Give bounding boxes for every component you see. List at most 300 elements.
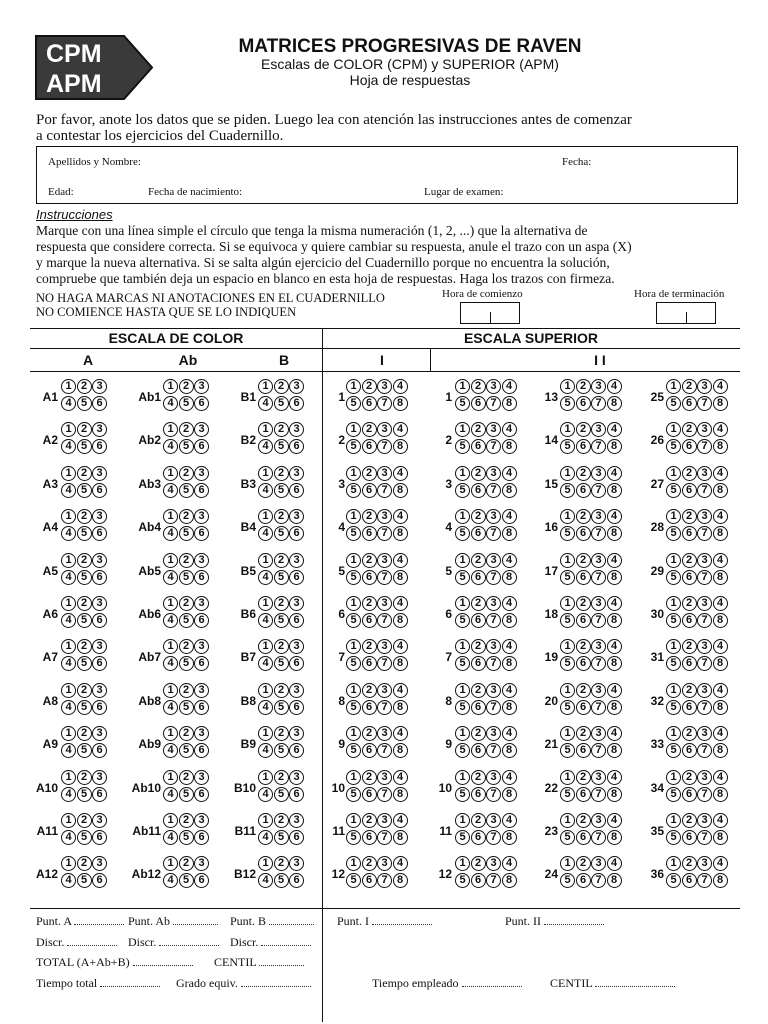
answer-option-circle[interactable]: 3 bbox=[591, 683, 606, 698]
answer-option-circle[interactable]: 5 bbox=[346, 743, 361, 758]
answer-option-circle[interactable]: 5 bbox=[274, 656, 289, 671]
answer-option-circle[interactable]: 8 bbox=[502, 700, 517, 715]
answer-option-circle[interactable]: 6 bbox=[682, 787, 697, 802]
answer-option-circle[interactable]: 4 bbox=[502, 683, 517, 698]
answer-option-circle[interactable]: 1 bbox=[346, 596, 361, 611]
answer-option-circle[interactable]: 3 bbox=[194, 379, 209, 394]
answer-option-circle[interactable]: 2 bbox=[179, 509, 194, 524]
answer-option-circle[interactable]: 4 bbox=[163, 396, 178, 411]
answer-option-circle[interactable]: 5 bbox=[560, 743, 575, 758]
answer-option-circle[interactable]: 5 bbox=[560, 830, 575, 845]
answer-option-circle[interactable]: 1 bbox=[666, 422, 681, 437]
answer-option-circle[interactable]: 5 bbox=[560, 613, 575, 628]
answer-option-circle[interactable]: 3 bbox=[194, 639, 209, 654]
answer-option-circle[interactable]: 8 bbox=[607, 830, 622, 845]
answer-option-circle[interactable]: 1 bbox=[560, 553, 575, 568]
answer-option-circle[interactable]: 3 bbox=[194, 596, 209, 611]
answer-option-circle[interactable]: 2 bbox=[362, 596, 377, 611]
answer-option-circle[interactable]: 6 bbox=[289, 439, 304, 454]
answer-option-circle[interactable]: 4 bbox=[393, 466, 408, 481]
answer-option-circle[interactable]: 4 bbox=[607, 856, 622, 871]
answer-option-circle[interactable]: 4 bbox=[61, 830, 76, 845]
answer-option-circle[interactable]: 1 bbox=[560, 422, 575, 437]
answer-option-circle[interactable]: 3 bbox=[697, 639, 712, 654]
answer-option-circle[interactable]: 5 bbox=[179, 656, 194, 671]
answer-option-circle[interactable]: 7 bbox=[697, 873, 712, 888]
answer-option-circle[interactable]: 5 bbox=[77, 656, 92, 671]
answer-option-circle[interactable]: 2 bbox=[77, 379, 92, 394]
answer-option-circle[interactable]: 7 bbox=[486, 743, 501, 758]
answer-option-circle[interactable]: 1 bbox=[258, 726, 273, 741]
answer-option-circle[interactable]: 2 bbox=[77, 856, 92, 871]
answer-option-circle[interactable]: 7 bbox=[377, 656, 392, 671]
answer-option-circle[interactable]: 2 bbox=[576, 553, 591, 568]
answer-option-circle[interactable]: 4 bbox=[61, 787, 76, 802]
answer-option-circle[interactable]: 7 bbox=[591, 787, 606, 802]
answer-option-circle[interactable]: 6 bbox=[682, 483, 697, 498]
answer-option-circle[interactable]: 3 bbox=[92, 770, 107, 785]
answer-option-circle[interactable]: 8 bbox=[502, 743, 517, 758]
answer-option-circle[interactable]: 6 bbox=[289, 830, 304, 845]
answer-option-circle[interactable]: 2 bbox=[77, 596, 92, 611]
answer-option-circle[interactable]: 5 bbox=[455, 570, 470, 585]
answer-option-circle[interactable]: 3 bbox=[289, 509, 304, 524]
answer-option-circle[interactable]: 5 bbox=[666, 743, 681, 758]
answer-option-circle[interactable]: 6 bbox=[471, 396, 486, 411]
answer-option-circle[interactable]: 6 bbox=[576, 700, 591, 715]
answer-option-circle[interactable]: 6 bbox=[576, 743, 591, 758]
answer-option-circle[interactable]: 4 bbox=[258, 787, 273, 802]
answer-option-circle[interactable]: 1 bbox=[163, 553, 178, 568]
answer-option-circle[interactable]: 5 bbox=[455, 873, 470, 888]
answer-option-circle[interactable]: 2 bbox=[77, 466, 92, 481]
answer-option-circle[interactable]: 4 bbox=[713, 596, 728, 611]
answer-option-circle[interactable]: 6 bbox=[92, 873, 107, 888]
answer-option-circle[interactable]: 1 bbox=[163, 466, 178, 481]
answer-option-circle[interactable]: 7 bbox=[697, 830, 712, 845]
answer-option-circle[interactable]: 6 bbox=[682, 743, 697, 758]
answer-option-circle[interactable]: 3 bbox=[377, 856, 392, 871]
answer-option-circle[interactable]: 1 bbox=[258, 422, 273, 437]
answer-option-circle[interactable]: 8 bbox=[713, 656, 728, 671]
answer-option-circle[interactable]: 2 bbox=[471, 683, 486, 698]
answer-option-circle[interactable]: 5 bbox=[77, 873, 92, 888]
answer-option-circle[interactable]: 6 bbox=[471, 656, 486, 671]
answer-option-circle[interactable]: 5 bbox=[666, 700, 681, 715]
answer-option-circle[interactable]: 1 bbox=[346, 770, 361, 785]
answer-option-circle[interactable]: 5 bbox=[455, 439, 470, 454]
answer-option-circle[interactable]: 4 bbox=[61, 873, 76, 888]
answer-option-circle[interactable]: 1 bbox=[346, 726, 361, 741]
answer-option-circle[interactable]: 3 bbox=[92, 553, 107, 568]
answer-option-circle[interactable]: 1 bbox=[455, 683, 470, 698]
answer-option-circle[interactable]: 2 bbox=[362, 726, 377, 741]
answer-option-circle[interactable]: 3 bbox=[289, 466, 304, 481]
answer-option-circle[interactable]: 6 bbox=[289, 743, 304, 758]
answer-option-circle[interactable]: 6 bbox=[92, 396, 107, 411]
answer-option-circle[interactable]: 6 bbox=[682, 613, 697, 628]
answer-option-circle[interactable]: 3 bbox=[194, 422, 209, 437]
answer-option-circle[interactable]: 4 bbox=[607, 639, 622, 654]
answer-option-circle[interactable]: 5 bbox=[274, 700, 289, 715]
answer-option-circle[interactable]: 1 bbox=[346, 466, 361, 481]
answer-option-circle[interactable]: 6 bbox=[471, 700, 486, 715]
answer-option-circle[interactable]: 2 bbox=[576, 466, 591, 481]
punt-a-field[interactable]: Punt. A bbox=[36, 914, 124, 929]
answer-option-circle[interactable]: 3 bbox=[92, 683, 107, 698]
answer-option-circle[interactable]: 8 bbox=[502, 613, 517, 628]
answer-option-circle[interactable]: 4 bbox=[502, 813, 517, 828]
answer-option-circle[interactable]: 4 bbox=[258, 873, 273, 888]
answer-option-circle[interactable]: 4 bbox=[502, 422, 517, 437]
answer-option-circle[interactable]: 5 bbox=[179, 613, 194, 628]
answer-option-circle[interactable]: 3 bbox=[591, 856, 606, 871]
answer-option-circle[interactable]: 5 bbox=[666, 396, 681, 411]
answer-option-circle[interactable]: 8 bbox=[393, 743, 408, 758]
answer-option-circle[interactable]: 1 bbox=[346, 379, 361, 394]
answer-option-circle[interactable]: 5 bbox=[346, 439, 361, 454]
answer-option-circle[interactable]: 6 bbox=[362, 570, 377, 585]
answer-option-circle[interactable]: 1 bbox=[560, 466, 575, 481]
answer-option-circle[interactable]: 5 bbox=[455, 787, 470, 802]
answer-option-circle[interactable]: 5 bbox=[560, 656, 575, 671]
answer-option-circle[interactable]: 6 bbox=[471, 526, 486, 541]
answer-option-circle[interactable]: 1 bbox=[455, 379, 470, 394]
answer-option-circle[interactable]: 5 bbox=[455, 656, 470, 671]
answer-option-circle[interactable]: 4 bbox=[393, 509, 408, 524]
answer-option-circle[interactable]: 6 bbox=[194, 656, 209, 671]
answer-option-circle[interactable]: 2 bbox=[274, 639, 289, 654]
answer-option-circle[interactable]: 2 bbox=[576, 596, 591, 611]
answer-option-circle[interactable]: 2 bbox=[274, 683, 289, 698]
answer-option-circle[interactable]: 4 bbox=[393, 683, 408, 698]
answer-option-circle[interactable]: 2 bbox=[274, 466, 289, 481]
answer-option-circle[interactable]: 8 bbox=[607, 873, 622, 888]
answer-option-circle[interactable]: 4 bbox=[502, 639, 517, 654]
answer-option-circle[interactable]: 5 bbox=[455, 700, 470, 715]
answer-option-circle[interactable]: 2 bbox=[274, 726, 289, 741]
answer-option-circle[interactable]: 4 bbox=[163, 743, 178, 758]
answer-option-circle[interactable]: 8 bbox=[713, 830, 728, 845]
answer-option-circle[interactable]: 3 bbox=[377, 770, 392, 785]
answer-option-circle[interactable]: 2 bbox=[179, 726, 194, 741]
answer-option-circle[interactable]: 1 bbox=[258, 553, 273, 568]
answer-option-circle[interactable]: 3 bbox=[194, 683, 209, 698]
answer-option-circle[interactable]: 6 bbox=[194, 439, 209, 454]
answer-option-circle[interactable]: 5 bbox=[346, 873, 361, 888]
answer-option-circle[interactable]: 3 bbox=[486, 596, 501, 611]
answer-option-circle[interactable]: 4 bbox=[258, 743, 273, 758]
answer-option-circle[interactable]: 4 bbox=[61, 613, 76, 628]
answer-option-circle[interactable]: 1 bbox=[61, 639, 76, 654]
answer-option-circle[interactable]: 3 bbox=[92, 466, 107, 481]
answer-option-circle[interactable]: 1 bbox=[258, 466, 273, 481]
answer-option-circle[interactable]: 7 bbox=[377, 787, 392, 802]
answer-option-circle[interactable]: 2 bbox=[77, 509, 92, 524]
answer-option-circle[interactable]: 2 bbox=[362, 553, 377, 568]
answer-option-circle[interactable]: 1 bbox=[666, 770, 681, 785]
answer-option-circle[interactable]: 1 bbox=[455, 639, 470, 654]
answer-option-circle[interactable]: 4 bbox=[607, 726, 622, 741]
answer-option-circle[interactable]: 5 bbox=[346, 613, 361, 628]
answer-option-circle[interactable]: 5 bbox=[455, 526, 470, 541]
answer-option-circle[interactable]: 8 bbox=[393, 873, 408, 888]
answer-option-circle[interactable]: 4 bbox=[163, 873, 178, 888]
answer-option-circle[interactable]: 3 bbox=[92, 813, 107, 828]
answer-option-circle[interactable]: 1 bbox=[560, 379, 575, 394]
answer-option-circle[interactable]: 8 bbox=[607, 743, 622, 758]
answer-option-circle[interactable]: 7 bbox=[591, 570, 606, 585]
answer-option-circle[interactable]: 4 bbox=[393, 553, 408, 568]
answer-option-circle[interactable]: 8 bbox=[713, 787, 728, 802]
answer-option-circle[interactable]: 8 bbox=[607, 700, 622, 715]
answer-option-circle[interactable]: 3 bbox=[591, 639, 606, 654]
answer-option-circle[interactable]: 2 bbox=[576, 509, 591, 524]
answer-option-circle[interactable]: 5 bbox=[77, 700, 92, 715]
answer-option-circle[interactable]: 2 bbox=[362, 466, 377, 481]
answer-option-circle[interactable]: 3 bbox=[377, 466, 392, 481]
answer-option-circle[interactable]: 4 bbox=[163, 656, 178, 671]
answer-option-circle[interactable]: 6 bbox=[362, 700, 377, 715]
answer-option-circle[interactable]: 2 bbox=[682, 726, 697, 741]
answer-option-circle[interactable]: 3 bbox=[486, 509, 501, 524]
answer-option-circle[interactable]: 3 bbox=[486, 856, 501, 871]
answer-option-circle[interactable]: 3 bbox=[486, 466, 501, 481]
answer-option-circle[interactable]: 2 bbox=[682, 683, 697, 698]
answer-option-circle[interactable]: 3 bbox=[486, 422, 501, 437]
answer-option-circle[interactable]: 1 bbox=[61, 813, 76, 828]
answer-option-circle[interactable]: 3 bbox=[486, 726, 501, 741]
answer-option-circle[interactable]: 4 bbox=[258, 830, 273, 845]
fecha-field[interactable]: Fecha: bbox=[562, 156, 592, 168]
answer-option-circle[interactable]: 5 bbox=[77, 613, 92, 628]
answer-option-circle[interactable]: 7 bbox=[377, 830, 392, 845]
answer-option-circle[interactable]: 3 bbox=[486, 379, 501, 394]
answer-option-circle[interactable]: 1 bbox=[346, 683, 361, 698]
answer-option-circle[interactable]: 6 bbox=[362, 439, 377, 454]
answer-option-circle[interactable]: 8 bbox=[502, 396, 517, 411]
answer-option-circle[interactable]: 8 bbox=[713, 743, 728, 758]
answer-option-circle[interactable]: 2 bbox=[576, 770, 591, 785]
answer-option-circle[interactable]: 6 bbox=[289, 570, 304, 585]
answer-option-circle[interactable]: 7 bbox=[591, 439, 606, 454]
answer-option-circle[interactable]: 8 bbox=[393, 613, 408, 628]
answer-option-circle[interactable]: 5 bbox=[274, 570, 289, 585]
answer-option-circle[interactable]: 3 bbox=[92, 639, 107, 654]
answer-option-circle[interactable]: 1 bbox=[163, 639, 178, 654]
answer-option-circle[interactable]: 2 bbox=[682, 813, 697, 828]
punt-ii-field[interactable]: Punt. II bbox=[505, 914, 604, 929]
answer-option-circle[interactable]: 7 bbox=[591, 613, 606, 628]
answer-option-circle[interactable]: 1 bbox=[346, 509, 361, 524]
answer-option-circle[interactable]: 1 bbox=[560, 683, 575, 698]
answer-option-circle[interactable]: 3 bbox=[697, 509, 712, 524]
answer-option-circle[interactable]: 1 bbox=[666, 379, 681, 394]
answer-option-circle[interactable]: 1 bbox=[163, 813, 178, 828]
answer-option-circle[interactable]: 1 bbox=[346, 856, 361, 871]
centil-1-field[interactable]: CENTIL bbox=[214, 955, 304, 970]
answer-option-circle[interactable]: 1 bbox=[666, 726, 681, 741]
answer-option-circle[interactable]: 2 bbox=[77, 726, 92, 741]
answer-option-circle[interactable]: 5 bbox=[346, 526, 361, 541]
answer-option-circle[interactable]: 5 bbox=[346, 656, 361, 671]
answer-option-circle[interactable]: 2 bbox=[77, 422, 92, 437]
answer-option-circle[interactable]: 5 bbox=[179, 439, 194, 454]
answer-option-circle[interactable]: 5 bbox=[274, 743, 289, 758]
punt-i-field[interactable]: Punt. I bbox=[337, 914, 432, 929]
answer-option-circle[interactable]: 5 bbox=[274, 830, 289, 845]
answer-option-circle[interactable]: 4 bbox=[61, 743, 76, 758]
answer-option-circle[interactable]: 5 bbox=[77, 743, 92, 758]
answer-option-circle[interactable]: 8 bbox=[502, 526, 517, 541]
answer-option-circle[interactable]: 2 bbox=[682, 422, 697, 437]
answer-option-circle[interactable]: 3 bbox=[697, 770, 712, 785]
answer-option-circle[interactable]: 1 bbox=[455, 813, 470, 828]
answer-option-circle[interactable]: 3 bbox=[486, 683, 501, 698]
answer-option-circle[interactable]: 7 bbox=[377, 483, 392, 498]
answer-option-circle[interactable]: 3 bbox=[289, 379, 304, 394]
answer-option-circle[interactable]: 3 bbox=[92, 509, 107, 524]
answer-option-circle[interactable]: 5 bbox=[455, 483, 470, 498]
grado-equiv-field[interactable]: Grado equiv. bbox=[176, 976, 311, 991]
answer-option-circle[interactable]: 6 bbox=[194, 396, 209, 411]
answer-option-circle[interactable]: 2 bbox=[471, 466, 486, 481]
answer-option-circle[interactable]: 5 bbox=[666, 873, 681, 888]
answer-option-circle[interactable]: 1 bbox=[455, 726, 470, 741]
answer-option-circle[interactable]: 5 bbox=[77, 570, 92, 585]
answer-option-circle[interactable]: 2 bbox=[274, 553, 289, 568]
answer-option-circle[interactable]: 8 bbox=[713, 396, 728, 411]
answer-option-circle[interactable]: 3 bbox=[486, 813, 501, 828]
answer-option-circle[interactable]: 1 bbox=[61, 553, 76, 568]
answer-option-circle[interactable]: 4 bbox=[393, 856, 408, 871]
answer-option-circle[interactable]: 2 bbox=[362, 422, 377, 437]
answer-option-circle[interactable]: 8 bbox=[713, 483, 728, 498]
answer-option-circle[interactable]: 3 bbox=[697, 466, 712, 481]
answer-option-circle[interactable]: 3 bbox=[289, 596, 304, 611]
answer-option-circle[interactable]: 6 bbox=[576, 613, 591, 628]
answer-option-circle[interactable]: 2 bbox=[179, 770, 194, 785]
answer-option-circle[interactable]: 1 bbox=[258, 770, 273, 785]
answer-option-circle[interactable]: 3 bbox=[591, 813, 606, 828]
answer-option-circle[interactable]: 4 bbox=[393, 379, 408, 394]
answer-option-circle[interactable]: 5 bbox=[77, 787, 92, 802]
answer-option-circle[interactable]: 5 bbox=[666, 830, 681, 845]
answer-option-circle[interactable]: 1 bbox=[61, 683, 76, 698]
answer-option-circle[interactable]: 2 bbox=[274, 770, 289, 785]
answer-option-circle[interactable]: 1 bbox=[258, 379, 273, 394]
answer-option-circle[interactable]: 5 bbox=[560, 873, 575, 888]
answer-option-circle[interactable]: 1 bbox=[455, 856, 470, 871]
answer-option-circle[interactable]: 4 bbox=[258, 396, 273, 411]
answer-option-circle[interactable]: 1 bbox=[346, 422, 361, 437]
answer-option-circle[interactable]: 2 bbox=[362, 770, 377, 785]
answer-option-circle[interactable]: 1 bbox=[560, 639, 575, 654]
answer-option-circle[interactable]: 3 bbox=[194, 553, 209, 568]
answer-option-circle[interactable]: 6 bbox=[92, 439, 107, 454]
answer-option-circle[interactable]: 2 bbox=[682, 639, 697, 654]
answer-option-circle[interactable]: 8 bbox=[502, 830, 517, 845]
answer-option-circle[interactable]: 2 bbox=[576, 379, 591, 394]
answer-option-circle[interactable]: 3 bbox=[92, 422, 107, 437]
answer-option-circle[interactable]: 6 bbox=[362, 613, 377, 628]
answer-option-circle[interactable]: 8 bbox=[393, 570, 408, 585]
answer-option-circle[interactable]: 5 bbox=[455, 396, 470, 411]
answer-option-circle[interactable]: 3 bbox=[377, 422, 392, 437]
answer-option-circle[interactable]: 7 bbox=[591, 483, 606, 498]
answer-option-circle[interactable]: 2 bbox=[362, 379, 377, 394]
answer-option-circle[interactable]: 3 bbox=[697, 726, 712, 741]
answer-option-circle[interactable]: 5 bbox=[77, 526, 92, 541]
answer-option-circle[interactable]: 5 bbox=[77, 830, 92, 845]
answer-option-circle[interactable]: 5 bbox=[179, 570, 194, 585]
answer-option-circle[interactable]: 8 bbox=[502, 570, 517, 585]
answer-option-circle[interactable]: 7 bbox=[486, 483, 501, 498]
answer-option-circle[interactable]: 8 bbox=[502, 873, 517, 888]
answer-option-circle[interactable]: 2 bbox=[682, 379, 697, 394]
answer-option-circle[interactable]: 8 bbox=[393, 483, 408, 498]
answer-option-circle[interactable]: 4 bbox=[163, 613, 178, 628]
discr-3-field[interactable]: Discr. bbox=[230, 935, 311, 950]
answer-option-circle[interactable]: 5 bbox=[346, 787, 361, 802]
answer-option-circle[interactable]: 5 bbox=[179, 526, 194, 541]
answer-option-circle[interactable]: 6 bbox=[576, 570, 591, 585]
answer-option-circle[interactable]: 4 bbox=[258, 700, 273, 715]
answer-option-circle[interactable]: 8 bbox=[502, 483, 517, 498]
answer-option-circle[interactable]: 8 bbox=[713, 700, 728, 715]
answer-option-circle[interactable]: 3 bbox=[289, 422, 304, 437]
answer-option-circle[interactable]: 8 bbox=[607, 613, 622, 628]
answer-option-circle[interactable]: 4 bbox=[61, 396, 76, 411]
answer-option-circle[interactable]: 6 bbox=[289, 613, 304, 628]
answer-option-circle[interactable]: 8 bbox=[713, 526, 728, 541]
answer-option-circle[interactable]: 2 bbox=[362, 509, 377, 524]
answer-option-circle[interactable]: 6 bbox=[362, 396, 377, 411]
answer-option-circle[interactable]: 7 bbox=[591, 700, 606, 715]
answer-option-circle[interactable]: 4 bbox=[607, 596, 622, 611]
answer-option-circle[interactable]: 2 bbox=[77, 553, 92, 568]
answer-option-circle[interactable]: 6 bbox=[576, 787, 591, 802]
answer-option-circle[interactable]: 4 bbox=[163, 787, 178, 802]
answer-option-circle[interactable]: 2 bbox=[682, 466, 697, 481]
answer-option-circle[interactable]: 5 bbox=[346, 700, 361, 715]
answer-option-circle[interactable]: 2 bbox=[274, 379, 289, 394]
answer-option-circle[interactable]: 6 bbox=[471, 787, 486, 802]
answer-option-circle[interactable]: 8 bbox=[607, 787, 622, 802]
answer-option-circle[interactable]: 5 bbox=[179, 396, 194, 411]
answer-option-circle[interactable]: 4 bbox=[163, 439, 178, 454]
answer-option-circle[interactable]: 6 bbox=[576, 483, 591, 498]
answer-option-circle[interactable]: 6 bbox=[92, 787, 107, 802]
answer-option-circle[interactable]: 4 bbox=[713, 509, 728, 524]
answer-option-circle[interactable]: 1 bbox=[163, 509, 178, 524]
answer-option-circle[interactable]: 1 bbox=[455, 770, 470, 785]
nacimiento-field[interactable]: Fecha de nacimiento: bbox=[148, 186, 243, 198]
answer-option-circle[interactable]: 7 bbox=[486, 700, 501, 715]
discr-1-field[interactable]: Discr. bbox=[36, 935, 117, 950]
answer-option-circle[interactable]: 4 bbox=[607, 683, 622, 698]
answer-option-circle[interactable]: 4 bbox=[502, 553, 517, 568]
answer-option-circle[interactable]: 2 bbox=[77, 683, 92, 698]
answer-option-circle[interactable]: 3 bbox=[697, 422, 712, 437]
answer-option-circle[interactable]: 8 bbox=[393, 439, 408, 454]
answer-option-circle[interactable]: 6 bbox=[362, 743, 377, 758]
answer-option-circle[interactable]: 2 bbox=[471, 770, 486, 785]
answer-option-circle[interactable]: 6 bbox=[194, 483, 209, 498]
answer-option-circle[interactable]: 7 bbox=[697, 439, 712, 454]
answer-option-circle[interactable]: 1 bbox=[258, 856, 273, 871]
answer-option-circle[interactable]: 6 bbox=[289, 396, 304, 411]
